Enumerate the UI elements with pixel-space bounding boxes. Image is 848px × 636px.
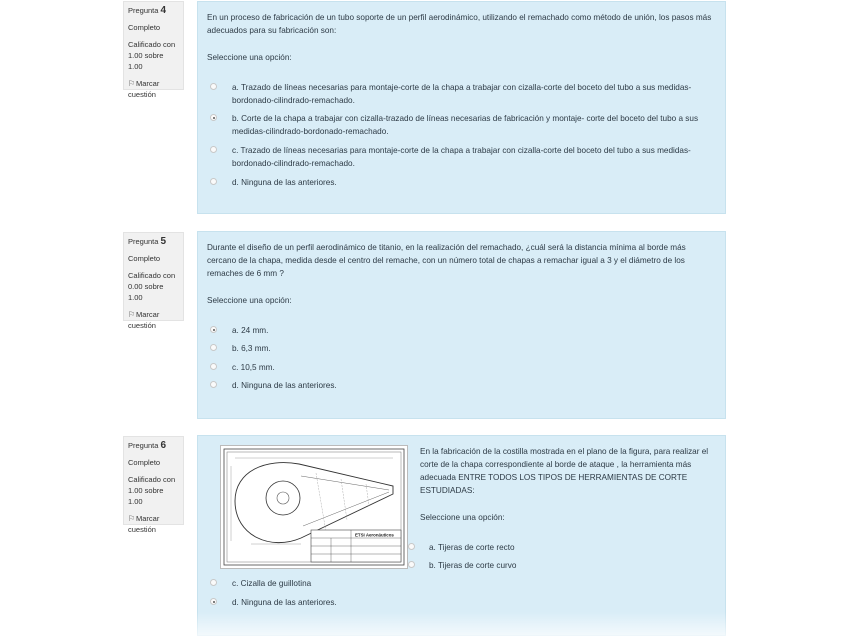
question-grade-label: Calificado con — [128, 40, 176, 49]
answer-option[interactable] — [210, 81, 715, 107]
answer-option[interactable] — [210, 176, 715, 189]
answer-option-label[interactable]: d. Ninguna de las anteriores. — [232, 598, 337, 607]
flag-icon[interactable]: ⚐ — [128, 310, 136, 319]
question-number: 6 — [160, 440, 167, 451]
answer-option-label[interactable]: d. Ninguna de las anteriores. — [232, 178, 337, 187]
answer-option[interactable] — [210, 379, 715, 392]
radio-icon[interactable] — [210, 326, 217, 333]
radio-icon[interactable] — [210, 146, 217, 153]
answer-option-label[interactable]: d. Ninguna de las anteriores. — [232, 381, 337, 390]
question-grade-label: Calificado con — [128, 475, 176, 484]
technical-drawing-figure — [220, 445, 408, 569]
answer-option-label[interactable]: a. Tijeras de corte recto — [429, 543, 515, 552]
answer-option-label[interactable]: b. Tijeras de corte curvo — [429, 561, 517, 570]
radio-icon[interactable] — [408, 543, 415, 550]
answer-prompt: Seleccione una opción: — [420, 513, 505, 522]
answer-option-label[interactable]: b. 6,3 mm. — [232, 344, 271, 353]
question-status: Completo — [128, 458, 161, 467]
question-text: Durante el diseño de un perfil aerodinámico de titanio, en la realización del remachado, ¿cuál será la distancia mínima al borde más cercano de la chapa, medida desde el centro del remache, con un número total de chapas a remachar igual a 3 y el diámetro de los remaches de 6 mm ? — [207, 243, 686, 278]
flag-question-link-text[interactable]: cuestión — [128, 525, 156, 534]
question-content-4 — [197, 1, 726, 214]
answer-option[interactable] — [210, 596, 715, 609]
answer-option[interactable] — [210, 112, 715, 138]
radio-icon[interactable] — [210, 83, 217, 90]
radio-icon[interactable] — [210, 114, 217, 121]
question-text: En un proceso de fabricación de un tubo soporte de un perfil aerodinámico, utilizando el remachado como método de unión, los pasos más adecuados para su fabricación son: — [207, 13, 712, 35]
question-number: 5 — [160, 236, 167, 247]
question-info-6 — [123, 436, 184, 534]
answer-option[interactable] — [210, 144, 715, 170]
answer-option[interactable] — [210, 577, 715, 590]
answer-option-label[interactable]: a. Trazado de líneas necesarias para montaje-corte de la chapa a trabajar con cizalla-corte del boceto del tubo a sus medidas-bordonado-cilindrado-remachado. — [232, 83, 692, 105]
question-grade-value: 1.00 sobre 1.00 — [128, 486, 164, 506]
flag-question-link-text[interactable]: cuestión — [128, 90, 156, 99]
question-grade-value: 1.00 sobre 1.00 — [128, 51, 164, 71]
question-number: 4 — [160, 5, 167, 16]
radio-icon[interactable] — [210, 381, 217, 388]
question-text: En la fabricación de la costilla mostrada en el plano de la figura, para realizar el corte de la chapa correspondiente al borde de ataque , la herramienta más adecuada ENTRE TODOS LOS TIPOS DE HERRAMIENTAS DE CORTE ESTUDIADAS: — [420, 447, 709, 495]
drawing-title-block-label: ETSI Aeronáuticos — [355, 532, 394, 538]
question-grade-value: 0.00 sobre 1.00 — [128, 282, 164, 302]
flag-icon[interactable]: ⚐ — [128, 514, 136, 523]
question-grade-label: Calificado con — [128, 271, 176, 280]
answer-option-label[interactable]: b. Corte de la chapa a trabajar con cizalla-trazado de líneas necesarias de fabricación y montaje- corte del boceto del tubo a sus medidas-cilindrado-bordonado-remachado. — [232, 114, 699, 136]
radio-icon[interactable] — [210, 344, 217, 351]
question-title: Pregunta 6 — [128, 440, 167, 451]
question-status: Completo — [128, 254, 161, 263]
flag-question-link-text[interactable]: cuestión — [128, 321, 156, 330]
question-content-5 — [197, 231, 726, 419]
answer-option[interactable] — [210, 361, 715, 374]
radio-icon[interactable] — [210, 598, 217, 605]
flag-icon[interactable]: ⚐ — [128, 79, 136, 88]
answer-option[interactable] — [408, 541, 715, 554]
answer-option[interactable] — [210, 342, 715, 355]
flag-question-link[interactable]: ⚐Marcar — [128, 310, 160, 319]
flag-question-link[interactable]: ⚐Marcar — [128, 79, 160, 88]
answer-option[interactable] — [210, 324, 715, 337]
answer-option-label[interactable]: a. 24 mm. — [232, 326, 269, 335]
bottom-fade — [120, 612, 848, 636]
question-status: Completo — [128, 23, 161, 32]
radio-icon[interactable] — [210, 363, 217, 370]
question-info-4 — [123, 1, 184, 99]
answer-option[interactable] — [408, 559, 715, 572]
answer-prompt: Seleccione una opción: — [207, 53, 292, 62]
radio-icon[interactable] — [408, 561, 415, 568]
answer-option-label[interactable]: c. Cizalla de guillotina — [232, 579, 312, 588]
question-info-5 — [123, 232, 184, 330]
radio-icon[interactable] — [210, 178, 217, 185]
flag-question-link[interactable]: ⚐Marcar — [128, 514, 160, 523]
question-title: Pregunta 4 — [128, 5, 167, 16]
radio-icon[interactable] — [210, 579, 217, 586]
answer-prompt: Seleccione una opción: — [207, 296, 292, 305]
rib-blueprint-image — [221, 446, 407, 568]
answer-option-label[interactable]: c. Trazado de líneas necesarias para montaje-corte de la chapa a trabajar con cizalla-corte del boceto del tubo a sus medidas-bordonado-cilindrado-remachado. — [232, 146, 691, 168]
question-title: Pregunta 5 — [128, 236, 167, 247]
answer-option-label[interactable]: c. 10,5 mm. — [232, 363, 275, 372]
